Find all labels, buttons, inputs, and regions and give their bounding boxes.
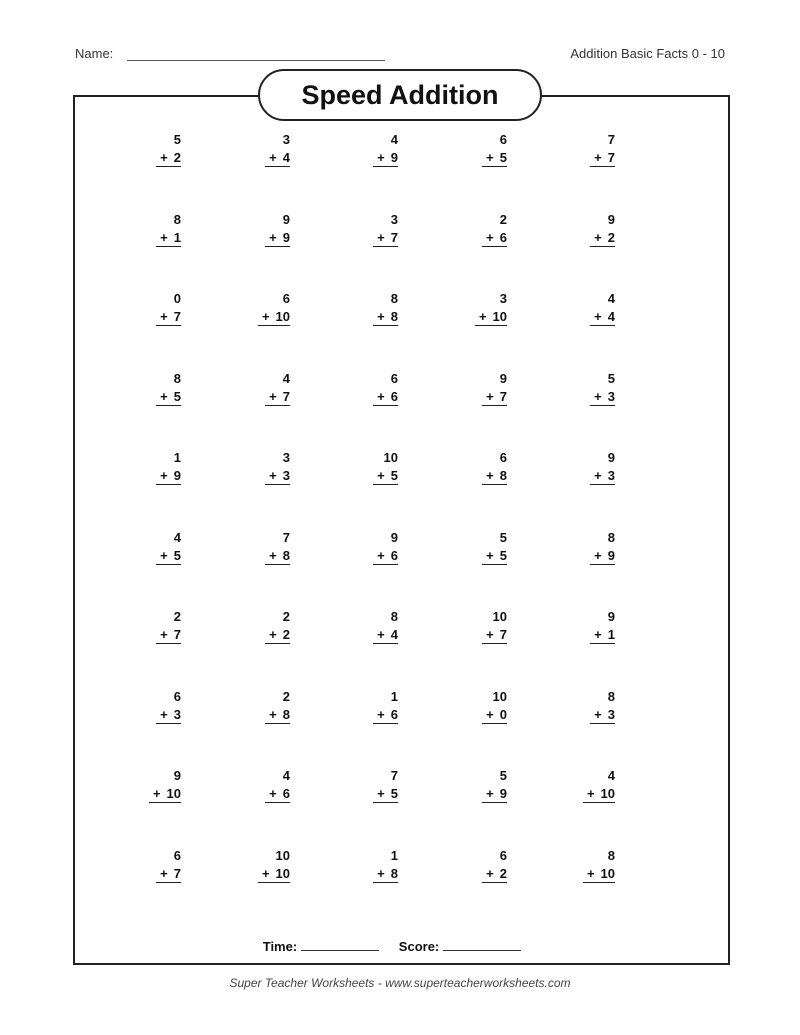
addend-bottom-line xyxy=(475,308,507,326)
plus-sign: + xyxy=(478,309,487,324)
plus-sign: + xyxy=(377,229,385,245)
addend-top: 9 xyxy=(173,768,181,783)
plus-sign: + xyxy=(586,865,595,881)
addition-problem xyxy=(555,847,615,883)
addend-bottom-line xyxy=(482,706,507,724)
addend-top: 7 xyxy=(282,529,290,545)
addend-top: 9 xyxy=(607,450,615,465)
addend-top: 4 xyxy=(607,768,615,783)
plus-sign: + xyxy=(261,309,270,324)
plus-sign: + xyxy=(377,309,385,324)
addend-bottom-line xyxy=(265,547,290,565)
addition-problem xyxy=(338,211,398,247)
addend-bottom: 7 xyxy=(607,150,615,165)
addend-bottom: 8 xyxy=(390,865,398,881)
plus-sign: + xyxy=(594,229,602,245)
addition-problem xyxy=(230,847,290,883)
addend-top: 10 xyxy=(492,609,507,624)
addend-bottom-line xyxy=(590,229,615,247)
addition-problem xyxy=(338,688,398,724)
addend-bottom: 4 xyxy=(607,309,615,324)
addend-bottom: 5 xyxy=(173,547,181,563)
plus-sign: + xyxy=(486,388,494,404)
addend-bottom-line xyxy=(156,149,181,167)
addend-bottom-line xyxy=(583,865,615,883)
addend-bottom-line xyxy=(373,706,398,724)
addend-top: 3 xyxy=(282,132,290,147)
addend-bottom: 2 xyxy=(499,865,507,881)
addend-top: 6 xyxy=(173,688,181,704)
name-field[interactable] xyxy=(127,60,385,61)
addend-bottom: 2 xyxy=(607,229,615,245)
worksheet-subtitle: Addition Basic Facts 0 - 10 xyxy=(570,46,725,61)
addition-problem xyxy=(338,370,398,406)
addend-bottom-line xyxy=(590,467,615,485)
plus-sign: + xyxy=(160,547,168,563)
addend-bottom-line xyxy=(258,865,290,883)
addition-problem xyxy=(555,131,615,167)
addend-bottom-line xyxy=(373,467,398,485)
addend-bottom: 6 xyxy=(390,547,398,563)
addition-problem xyxy=(447,688,507,724)
addition-problem xyxy=(338,847,398,883)
addend-bottom: 10 xyxy=(600,865,615,881)
addend-top: 9 xyxy=(607,211,615,227)
plus-sign: + xyxy=(160,706,168,722)
addend-bottom: 3 xyxy=(607,388,615,404)
addend-bottom: 9 xyxy=(499,786,507,801)
addend-bottom-line xyxy=(149,785,181,803)
addition-problem xyxy=(555,211,615,247)
addition-problem xyxy=(338,131,398,167)
addend-bottom-line xyxy=(258,308,290,326)
addend-bottom: 5 xyxy=(499,547,507,563)
addend-top: 1 xyxy=(173,450,181,465)
addition-problem xyxy=(338,529,398,565)
plus-sign: + xyxy=(594,706,602,722)
addition-problem xyxy=(447,449,507,485)
addition-problem xyxy=(447,131,507,167)
addend-top: 5 xyxy=(499,768,507,783)
addend-bottom: 8 xyxy=(390,309,398,324)
addend-bottom-line xyxy=(583,785,615,803)
addend-top: 5 xyxy=(499,529,507,545)
name-label: Name: xyxy=(75,46,114,61)
plus-sign: + xyxy=(152,786,161,801)
addend-bottom: 6 xyxy=(390,388,398,404)
addition-problem xyxy=(555,767,615,803)
addend-bottom-line xyxy=(482,388,507,406)
addend-bottom-line xyxy=(156,865,181,883)
addend-top: 6 xyxy=(390,370,398,386)
plus-sign: + xyxy=(269,150,277,165)
addend-top: 8 xyxy=(173,211,181,227)
addition-problem xyxy=(230,529,290,565)
addend-bottom-line xyxy=(482,865,507,883)
addend-bottom: 7 xyxy=(282,388,290,404)
addition-problem xyxy=(338,449,398,485)
addition-problem xyxy=(230,449,290,485)
plus-sign: + xyxy=(486,547,494,563)
addend-top: 10 xyxy=(275,847,290,863)
time-label: Time: xyxy=(262,939,298,954)
addend-bottom: 10 xyxy=(166,786,181,801)
plus-sign: + xyxy=(594,150,602,165)
addition-problem xyxy=(230,688,290,724)
addend-bottom-line xyxy=(156,308,181,326)
addend-bottom: 8 xyxy=(282,706,290,722)
addend-bottom: 7 xyxy=(173,627,181,642)
addend-bottom-line xyxy=(265,388,290,406)
plus-sign: + xyxy=(377,150,385,165)
addend-top: 4 xyxy=(607,291,615,306)
addend-bottom-line xyxy=(373,785,398,803)
addend-bottom: 7 xyxy=(173,865,181,881)
addend-top: 1 xyxy=(390,847,398,863)
addend-bottom: 3 xyxy=(607,706,615,722)
addend-top: 3 xyxy=(390,211,398,227)
plus-sign: + xyxy=(160,627,168,642)
addend-bottom: 5 xyxy=(499,150,507,165)
addition-problem xyxy=(447,529,507,565)
addend-bottom-line xyxy=(373,149,398,167)
plus-sign: + xyxy=(486,468,494,483)
addition-problem xyxy=(447,608,507,644)
addend-bottom-line xyxy=(482,547,507,565)
addition-problem xyxy=(447,211,507,247)
addition-problem xyxy=(338,290,398,326)
plus-sign: + xyxy=(377,627,385,642)
addition-problem xyxy=(555,370,615,406)
addend-bottom: 10 xyxy=(275,309,290,324)
addend-top: 10 xyxy=(492,688,507,704)
addend-bottom: 6 xyxy=(282,786,290,801)
addition-problem xyxy=(121,688,181,724)
addend-bottom: 1 xyxy=(173,229,181,245)
plus-sign: + xyxy=(269,547,277,563)
addend-top: 5 xyxy=(173,132,181,147)
addend-bottom-line xyxy=(590,388,615,406)
addend-top: 6 xyxy=(499,450,507,465)
addend-bottom-line xyxy=(373,388,398,406)
addend-bottom: 8 xyxy=(499,468,507,483)
addition-problem xyxy=(121,608,181,644)
addend-top: 0 xyxy=(173,291,181,306)
addition-problem xyxy=(447,847,507,883)
addend-bottom-line xyxy=(373,626,398,644)
addend-top: 3 xyxy=(499,291,507,306)
addend-bottom-line xyxy=(156,388,181,406)
addend-bottom: 1 xyxy=(607,627,615,642)
plus-sign: + xyxy=(486,150,494,165)
plus-sign: + xyxy=(486,865,494,881)
plus-sign: + xyxy=(269,786,277,801)
plus-sign: + xyxy=(377,468,385,483)
addend-bottom: 9 xyxy=(173,468,181,483)
addend-top: 4 xyxy=(390,132,398,147)
addition-problem xyxy=(121,131,181,167)
addend-bottom-line xyxy=(156,626,181,644)
addition-problem xyxy=(338,608,398,644)
addend-bottom-line xyxy=(265,626,290,644)
addend-bottom: 4 xyxy=(282,150,290,165)
worksheet-title: Speed Addition xyxy=(258,69,542,121)
addend-bottom: 3 xyxy=(282,468,290,483)
addend-bottom-line xyxy=(156,547,181,565)
addend-top: 4 xyxy=(282,370,290,386)
addend-bottom: 10 xyxy=(600,786,615,801)
plus-sign: + xyxy=(261,865,270,881)
addend-top: 2 xyxy=(499,211,507,227)
addend-top: 8 xyxy=(607,529,615,545)
addend-top: 2 xyxy=(173,609,181,624)
addend-bottom: 10 xyxy=(492,309,507,324)
addend-bottom: 8 xyxy=(282,547,290,563)
addend-top: 9 xyxy=(282,211,290,227)
addend-bottom-line xyxy=(482,229,507,247)
addend-bottom-line xyxy=(482,467,507,485)
addend-bottom-line xyxy=(482,626,507,644)
addend-bottom-line xyxy=(265,229,290,247)
addend-top: 8 xyxy=(607,688,615,704)
addend-bottom-line xyxy=(265,149,290,167)
addition-problem xyxy=(555,529,615,565)
addend-bottom: 5 xyxy=(390,468,398,483)
addend-top: 8 xyxy=(607,847,615,863)
addend-top: 8 xyxy=(173,370,181,386)
plus-sign: + xyxy=(269,627,277,642)
addition-problem xyxy=(121,290,181,326)
addend-bottom-line xyxy=(590,706,615,724)
score-label: Score: xyxy=(398,939,440,954)
addend-top: 8 xyxy=(390,291,398,306)
plus-sign: + xyxy=(594,309,602,324)
addend-bottom-line xyxy=(373,547,398,565)
plus-sign: + xyxy=(377,786,385,801)
addend-top: 4 xyxy=(173,529,181,545)
addend-bottom: 6 xyxy=(499,229,507,245)
credit-line: Super Teacher Worksheets - www.superteacherworksheets.com xyxy=(229,976,571,990)
addend-bottom-line xyxy=(590,626,615,644)
plus-sign: + xyxy=(586,786,595,801)
addend-bottom: 3 xyxy=(173,706,181,722)
addend-top: 5 xyxy=(607,370,615,386)
plus-sign: + xyxy=(594,388,602,404)
plus-sign: + xyxy=(269,229,277,245)
addition-problem xyxy=(555,608,615,644)
addend-bottom: 7 xyxy=(390,229,398,245)
plus-sign: + xyxy=(486,627,494,642)
addend-bottom-line xyxy=(265,706,290,724)
addend-top: 1 xyxy=(390,688,398,704)
addend-top: 2 xyxy=(282,609,290,624)
addition-problem xyxy=(230,767,290,803)
addend-bottom-line xyxy=(590,149,615,167)
addition-problem xyxy=(447,767,507,803)
plus-sign: + xyxy=(594,547,602,563)
addend-top: 6 xyxy=(282,291,290,306)
addition-problem xyxy=(338,767,398,803)
addition-problem xyxy=(230,370,290,406)
addend-bottom: 7 xyxy=(499,388,507,404)
addend-bottom-line xyxy=(156,467,181,485)
plus-sign: + xyxy=(486,706,494,722)
plus-sign: + xyxy=(594,468,602,483)
addend-bottom: 9 xyxy=(390,150,398,165)
addition-problem xyxy=(555,449,615,485)
addition-problem xyxy=(230,131,290,167)
plus-sign: + xyxy=(594,627,602,642)
plus-sign: + xyxy=(160,229,168,245)
plus-sign: + xyxy=(160,468,168,483)
addition-problem xyxy=(555,290,615,326)
addend-bottom-line xyxy=(373,308,398,326)
addend-top: 9 xyxy=(499,370,507,386)
addend-top: 6 xyxy=(499,847,507,863)
addend-bottom-line xyxy=(373,229,398,247)
addition-problem xyxy=(121,370,181,406)
addend-bottom: 9 xyxy=(282,229,290,245)
addend-top: 3 xyxy=(282,450,290,465)
addend-top: 7 xyxy=(390,768,398,783)
addend-bottom-line xyxy=(265,467,290,485)
addition-problem xyxy=(555,688,615,724)
plus-sign: + xyxy=(377,706,385,722)
addend-bottom: 5 xyxy=(390,786,398,801)
plus-sign: + xyxy=(269,388,277,404)
addition-problem xyxy=(121,767,181,803)
addition-problem xyxy=(230,608,290,644)
addend-bottom-line xyxy=(156,229,181,247)
addend-bottom-line xyxy=(482,149,507,167)
addend-bottom: 3 xyxy=(607,468,615,483)
plus-sign: + xyxy=(377,865,385,881)
addition-problem xyxy=(447,370,507,406)
addend-top: 10 xyxy=(383,450,398,465)
plus-sign: + xyxy=(269,706,277,722)
addition-problem xyxy=(121,211,181,247)
addend-bottom: 6 xyxy=(390,706,398,722)
addition-problem xyxy=(121,449,181,485)
plus-sign: + xyxy=(377,547,385,563)
plus-sign: + xyxy=(160,388,168,404)
time-field[interactable] xyxy=(301,950,379,951)
addend-top: 9 xyxy=(607,609,615,624)
addition-problem xyxy=(447,290,507,326)
addend-bottom: 7 xyxy=(173,309,181,324)
addend-bottom-line xyxy=(156,706,181,724)
addend-top: 2 xyxy=(282,688,290,704)
addend-bottom: 2 xyxy=(282,627,290,642)
addend-bottom-line xyxy=(590,308,615,326)
addend-bottom-line xyxy=(590,547,615,565)
addend-bottom: 10 xyxy=(275,865,290,881)
addend-bottom: 4 xyxy=(390,627,398,642)
plus-sign: + xyxy=(160,309,168,324)
addend-top: 9 xyxy=(390,529,398,545)
addend-bottom: 7 xyxy=(499,627,507,642)
addend-bottom-line xyxy=(373,865,398,883)
addend-bottom-line xyxy=(265,785,290,803)
plus-sign: + xyxy=(269,468,277,483)
addend-bottom: 5 xyxy=(173,388,181,404)
score-field[interactable] xyxy=(443,950,521,951)
addition-problem xyxy=(121,847,181,883)
addend-top: 6 xyxy=(173,847,181,863)
addition-problem xyxy=(121,529,181,565)
addend-top: 6 xyxy=(499,132,507,147)
addend-top: 4 xyxy=(282,768,290,783)
footer-fields xyxy=(0,939,800,954)
addend-bottom: 9 xyxy=(607,547,615,563)
plus-sign: + xyxy=(486,786,494,801)
addition-problem xyxy=(230,290,290,326)
addend-top: 8 xyxy=(390,609,398,624)
plus-sign: + xyxy=(160,150,168,165)
addend-top: 7 xyxy=(607,132,615,147)
plus-sign: + xyxy=(486,229,494,245)
addend-bottom-line xyxy=(482,785,507,803)
plus-sign: + xyxy=(160,865,168,881)
plus-sign: + xyxy=(377,388,385,404)
addend-bottom: 0 xyxy=(499,706,507,722)
addition-problem xyxy=(230,211,290,247)
addend-bottom: 2 xyxy=(173,150,181,165)
